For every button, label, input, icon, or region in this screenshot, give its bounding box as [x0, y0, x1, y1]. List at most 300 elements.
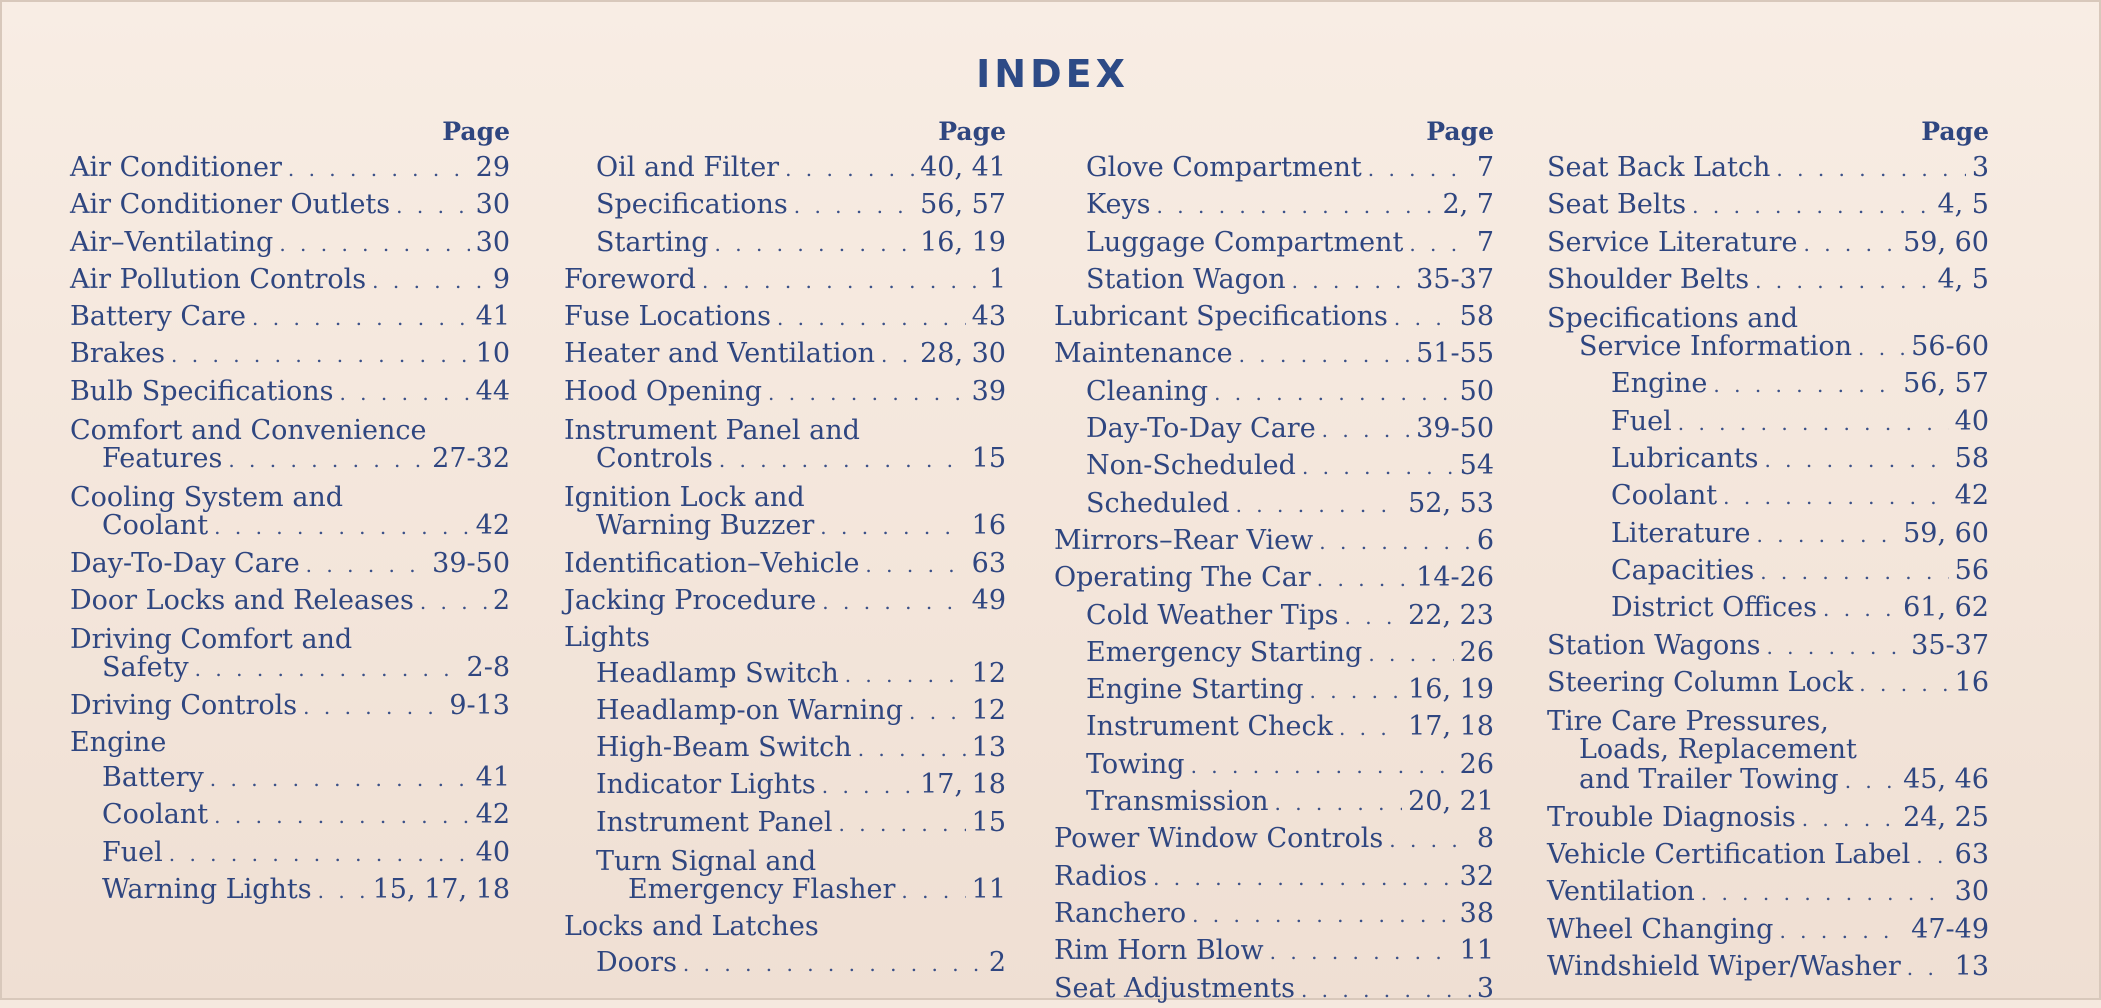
dot-leader [1292, 264, 1411, 299]
entry-label: Day-To-Day Care [70, 547, 300, 579]
dot-leader [339, 376, 469, 411]
entry-page-number: 9 [492, 263, 510, 295]
entry-page-number: 40, 41 [920, 152, 1006, 183]
entry-label: Keys [1086, 189, 1151, 221]
dot-leader [279, 227, 469, 262]
dot-leader [195, 652, 461, 687]
entry-page-number: 9-13 [449, 689, 510, 721]
entry-page-number: 44 [475, 375, 510, 407]
entry-page-number: 28, 30 [920, 338, 1006, 370]
entry-label: Mirrors–Rear View [1054, 524, 1314, 556]
entry-page-number: 30 [1954, 876, 1989, 908]
entry-label: Battery Care [70, 301, 247, 333]
index-entry [1547, 553, 1989, 590]
entry-label: Engine [70, 726, 167, 758]
index-entry [1547, 837, 1989, 874]
index-entry [70, 797, 510, 834]
index-entry-continuation [564, 441, 1006, 478]
dot-leader [1317, 562, 1410, 597]
entry-label: Towing [1086, 748, 1185, 780]
entry-page-number: 15 [971, 443, 1006, 475]
entry-label: Power Window Controls [1054, 823, 1384, 855]
entry-page-number: 49 [971, 584, 1006, 616]
dot-leader [1275, 786, 1403, 821]
entry-label: Identification–Vehicle [564, 547, 860, 579]
entry-label: Transmission [1086, 786, 1269, 818]
entry-label: Day-To-Day Care [1086, 413, 1316, 445]
entry-page-number: 42 [475, 510, 510, 542]
dot-leader [1916, 839, 1948, 874]
entry-page-number: 58 [1954, 443, 1989, 475]
dot-leader [214, 510, 469, 545]
entry-label: Ranchero [1054, 897, 1187, 929]
dot-leader [1345, 600, 1403, 635]
entry-label: Operating The Car [1054, 562, 1311, 594]
entry-label: Door Locks and Releases [70, 584, 414, 616]
dot-leader [1191, 749, 1454, 784]
index-entry [1547, 665, 1989, 702]
index-entry [564, 336, 1006, 373]
index-entry [1054, 784, 1494, 821]
dot-leader [1764, 443, 1948, 478]
entry-label: Lubricant Specifications [1054, 301, 1388, 333]
index-entry [564, 187, 1006, 224]
dot-leader [822, 769, 914, 804]
entry-page-number: 1 [988, 263, 1006, 295]
dot-leader [1270, 935, 1454, 970]
dot-leader [1713, 368, 1897, 403]
entry-label: Doors [596, 946, 677, 978]
index-entry [564, 909, 1006, 944]
entry-page-number: 41 [475, 301, 510, 333]
entry-page-number: 39-50 [432, 547, 510, 579]
entry-label: Service Information [1579, 331, 1852, 363]
dot-leader [396, 189, 470, 224]
entry-page-number: 56, 57 [1903, 368, 1989, 400]
index-entry [1054, 411, 1494, 448]
index-entry [564, 805, 1006, 842]
entry-label: Engine Starting [1086, 674, 1304, 706]
entry-label: Capacities [1611, 554, 1755, 586]
entry-label: Air Conditioner Outlets [70, 189, 391, 221]
dot-leader [1757, 518, 1898, 553]
index-entry [1054, 635, 1494, 672]
index-entry [70, 374, 510, 411]
index-entry-continuation [1547, 329, 1989, 366]
index-entry [1054, 672, 1494, 709]
dot-leader [1301, 973, 1471, 1008]
entry-page-number: 13 [1954, 950, 1989, 982]
dot-leader [210, 762, 470, 797]
entry-heading: Driving Comfort and [70, 624, 353, 656]
dot-leader [1692, 189, 1931, 224]
index-entry [564, 150, 1006, 187]
index-entry [70, 835, 510, 872]
index-entry [564, 767, 1006, 804]
dot-leader [1766, 630, 1905, 665]
entry-page-number: 41 [475, 762, 510, 794]
entry-page-number: 26 [1459, 748, 1494, 780]
entry-page-number: 14-26 [1416, 562, 1494, 594]
entry-page-number: 47-49 [1911, 913, 1989, 945]
index-entry [1547, 366, 1989, 403]
index-entry [70, 336, 510, 373]
entry-label: Fuel [1611, 405, 1672, 437]
dot-leader [839, 807, 966, 842]
entry-page-number: 8 [1476, 823, 1494, 855]
entry-label: Warning Buzzer [596, 510, 815, 542]
dot-leader [1394, 301, 1454, 336]
entry-page-number: 17, 18 [920, 769, 1006, 801]
index-entry-continuation [1547, 762, 1989, 799]
dot-leader [820, 510, 965, 545]
entry-label: Seat Belts [1547, 189, 1687, 221]
index-entry [1547, 874, 1989, 911]
index-entry [564, 730, 1006, 767]
index-entry [1054, 336, 1494, 373]
entry-label: Driving Controls [70, 689, 298, 721]
entry-page-number: 10 [475, 338, 510, 370]
index-entry [564, 693, 1006, 730]
index-entry [70, 725, 510, 760]
entry-label: Station Wagons [1547, 629, 1761, 661]
dot-leader [1368, 637, 1453, 672]
dot-leader [881, 338, 914, 373]
entry-label: Indicator Lights [596, 769, 816, 801]
entry-page-number: 51-55 [1416, 338, 1494, 370]
dot-leader [845, 658, 966, 693]
entry-label: Cold Weather Tips [1086, 599, 1339, 631]
entry-heading: Specifications and [1547, 303, 1799, 335]
entry-page-number: 16, 19 [920, 226, 1006, 258]
entry-label: Locks and Latches [564, 911, 819, 943]
dot-leader [169, 837, 470, 872]
entry-page-number: 4, 5 [1937, 263, 1989, 295]
entry-page-number: 43 [971, 301, 1006, 333]
dot-leader [794, 189, 914, 224]
index-entry [1054, 374, 1494, 411]
index-entry [70, 546, 510, 583]
entry-page-number: 30 [475, 226, 510, 258]
index-entry-continuation [70, 441, 510, 478]
entry-page-number: 16 [971, 510, 1006, 542]
entry-page-number: 29 [475, 152, 510, 183]
entry-label: Hood Opening [564, 375, 763, 407]
index-entry [1547, 800, 1989, 837]
entry-label: Fuel [102, 836, 163, 868]
entry-label: Brakes [70, 338, 166, 370]
entry-page-number: 20, 21 [1408, 786, 1494, 818]
dot-leader [858, 732, 966, 767]
dot-leader [1678, 406, 1949, 441]
entry-label: Station Wagon [1086, 263, 1286, 295]
entry-page-number: 2 [988, 946, 1006, 978]
entry-page-number: 42 [475, 799, 510, 831]
entry-page-number: 40 [475, 836, 510, 868]
entry-label: Safety [102, 652, 189, 684]
entry-label: Service Literature [1547, 226, 1798, 258]
dot-leader [865, 548, 965, 583]
entry-heading: Instrument Panel and [564, 415, 860, 447]
index-entry [1547, 478, 1989, 515]
entry-page-number: 27-32 [432, 443, 510, 475]
index-entry [1547, 404, 1989, 441]
entry-label: Features [102, 443, 223, 475]
index-entry [1054, 896, 1494, 933]
entry-label: Lubricants [1611, 443, 1759, 475]
entry-label: Air Conditioner [70, 152, 282, 183]
index-entry [564, 656, 1006, 693]
entry-page-number: 63 [971, 547, 1006, 579]
index-entry-continuation [564, 508, 1006, 545]
entry-label: Headlamp-on Warning [596, 694, 903, 726]
entry-page-number: 3 [1971, 152, 1989, 183]
entry-page-number: 52, 53 [1408, 487, 1494, 519]
dot-leader [1192, 898, 1454, 933]
entry-label: Windshield Wiper/Washer [1547, 950, 1901, 982]
dot-leader [1760, 555, 1948, 590]
entry-page-number: 30 [475, 189, 510, 221]
dot-leader [777, 301, 966, 336]
dot-leader [288, 152, 470, 187]
dot-leader [715, 227, 915, 262]
dot-leader [252, 301, 470, 336]
entry-page-number: 22, 23 [1408, 599, 1494, 631]
entry-label: Luggage Compartment [1086, 226, 1404, 258]
index-entry [70, 225, 510, 262]
index-entry-continuation [564, 872, 1006, 909]
entry-page-number: 2, 7 [1442, 189, 1494, 221]
entry-label: Engine [1611, 368, 1708, 400]
index-entry [70, 760, 510, 797]
index-entry [564, 620, 1006, 655]
dot-leader [306, 548, 426, 583]
index-entry [1054, 486, 1494, 523]
index-entry [70, 688, 510, 725]
entry-label: Air Pollution Controls [70, 263, 367, 295]
entry-label: Glove Compartment [1086, 152, 1362, 183]
entry-label: Literature [1611, 517, 1751, 549]
page-column-header: Page [938, 117, 1006, 146]
entry-label: and Trailer Towing [1579, 764, 1839, 796]
index-entry [1547, 949, 1989, 986]
entry-label: Bulb Specifications [70, 375, 334, 407]
index-entry [1054, 560, 1494, 597]
entry-label: District Offices [1611, 592, 1817, 624]
index-entry [1054, 262, 1494, 299]
index-entry [70, 299, 510, 336]
entry-page-number: 2-8 [466, 652, 510, 684]
entry-heading: Cooling System and [70, 482, 344, 514]
index-entry [70, 872, 510, 909]
entry-label: Coolant [1611, 480, 1718, 512]
dot-leader [822, 585, 965, 620]
entry-label: Warning Lights [102, 874, 312, 906]
entry-label: Specifications [596, 189, 788, 221]
entry-page-number: 2 [492, 584, 510, 616]
entry-page-number: 38 [1459, 897, 1494, 929]
entry-label: Ventilation [1547, 876, 1695, 908]
dot-leader [1823, 592, 1897, 627]
index-entry [1054, 598, 1494, 635]
index-entry [1547, 150, 1989, 187]
dot-leader [719, 443, 966, 478]
dot-leader [1153, 861, 1454, 896]
dot-leader [1239, 338, 1411, 373]
entry-label: Controls [596, 443, 713, 475]
page-column-header: Page [1426, 117, 1494, 146]
index-entry [564, 225, 1006, 262]
entry-label: Radios [1054, 860, 1148, 892]
entry-heading: Comfort and Convenience [70, 415, 427, 447]
index-column-2 [564, 114, 1006, 982]
dot-leader [1859, 667, 1948, 702]
entry-page-number: 3 [1476, 972, 1494, 1004]
dot-leader [785, 152, 914, 187]
entry-page-number: 7 [1476, 226, 1494, 258]
index-entry [1054, 523, 1494, 560]
entry-heading: Turn Signal and [596, 846, 817, 878]
entry-label: Air–Ventilating [70, 226, 274, 258]
dot-leader [1302, 450, 1454, 485]
page-column-header: Page [1921, 117, 1989, 146]
dot-leader [1701, 876, 1949, 911]
entry-label: Emergency Starting [1086, 636, 1363, 668]
index-entry [1054, 933, 1494, 970]
index-column-1 [70, 114, 510, 909]
index-title: INDEX [976, 52, 1129, 96]
entry-label: Instrument Panel [596, 806, 833, 838]
dot-leader [1319, 525, 1471, 560]
dot-leader [1339, 711, 1402, 746]
index-entry [70, 262, 510, 299]
entry-page-number: 45, 46 [1903, 764, 1989, 796]
index-entry [564, 546, 1006, 583]
entry-page-number: 16 [1954, 666, 1989, 698]
entry-page-number: 56-60 [1911, 331, 1989, 363]
index-entry [1054, 225, 1494, 262]
entry-page-number: 11 [971, 874, 1006, 906]
entry-heading: Ignition Lock and [564, 482, 805, 514]
entry-label: Maintenance [1054, 338, 1233, 370]
index-entry [1547, 912, 1989, 949]
index-entry [1054, 187, 1494, 224]
dot-leader [171, 338, 470, 373]
entry-page-number: 56, 57 [920, 189, 1006, 221]
dot-leader [228, 443, 426, 478]
entry-label: Lights [564, 622, 650, 654]
entry-label: Vehicle Certification Label [1547, 839, 1911, 871]
entry-page-number: 6 [1476, 524, 1494, 556]
index-column-3 [1054, 114, 1494, 1008]
dot-leader [1907, 951, 1949, 986]
entry-page-number: 12 [971, 694, 1006, 726]
entry-page-number: 7 [1476, 152, 1494, 183]
entry-page-number: 59, 60 [1903, 517, 1989, 549]
page-column-header: Page [442, 117, 510, 146]
dot-leader [214, 799, 469, 834]
entry-label: Oil and Filter [596, 152, 780, 183]
index-entry [1547, 628, 1989, 665]
entry-page-number: 26 [1459, 636, 1494, 668]
index-entry [564, 374, 1006, 411]
index-entry [564, 262, 1006, 299]
dot-leader [1755, 264, 1931, 299]
index-entry [1054, 448, 1494, 485]
entry-label: Coolant [102, 510, 209, 542]
entry-heading: Tire Care Pressures, [1547, 706, 1829, 738]
entry-label: Seat Adjustments [1054, 972, 1295, 1004]
dot-leader [372, 264, 487, 299]
entry-page-number: 15 [971, 806, 1006, 838]
dot-leader [901, 874, 965, 909]
index-entry [1547, 262, 1989, 299]
dot-leader [909, 695, 966, 730]
entry-page-number: 35-37 [1911, 629, 1989, 661]
index-entry [70, 150, 510, 187]
index-entry-continuation [70, 508, 510, 545]
index-entry [1054, 747, 1494, 784]
dot-leader [1858, 331, 1905, 366]
dot-leader [420, 585, 487, 620]
entry-label: Coolant [102, 799, 209, 831]
dot-leader [1214, 376, 1454, 411]
entry-page-number: 63 [1954, 839, 1989, 871]
entry-page-number: 39-50 [1416, 413, 1494, 445]
entry-label: Jacking Procedure [564, 584, 817, 616]
entry-label: Foreword [564, 263, 696, 295]
entry-label: Battery [102, 762, 204, 794]
index-entry [1054, 859, 1494, 896]
dot-leader [768, 376, 966, 411]
index-entry [1547, 516, 1989, 553]
entry-label: Emergency Flasher [628, 874, 896, 906]
entry-page-number: 35-37 [1416, 263, 1494, 295]
dot-leader [1779, 914, 1905, 949]
dot-leader [1845, 764, 1897, 799]
index-column-4 [1547, 114, 1989, 986]
index-entry [1054, 709, 1494, 746]
entry-page-number: 24, 25 [1903, 801, 1989, 833]
entry-page-number: 42 [1954, 480, 1989, 512]
dot-leader [318, 874, 367, 909]
dot-leader [1802, 802, 1897, 837]
dot-leader [1409, 227, 1471, 262]
index-entry [1054, 299, 1494, 336]
entry-label: Fuse Locations [564, 301, 771, 333]
dot-leader [702, 264, 983, 299]
entry-label: Starting [596, 226, 709, 258]
entry-label: Instrument Check [1086, 711, 1333, 743]
entry-label: Cleaning [1086, 375, 1209, 407]
entry-page-number: 12 [971, 657, 1006, 689]
entry-page-number: 50 [1459, 375, 1494, 407]
dot-leader [1389, 823, 1471, 858]
index-entry [1547, 441, 1989, 478]
dot-leader [1368, 152, 1471, 187]
index-entry [70, 187, 510, 224]
entry-label: Rim Horn Blow [1054, 935, 1264, 967]
index-entry [1547, 225, 1989, 262]
entry-label: Shoulder Belts [1547, 263, 1750, 295]
dot-leader [1803, 227, 1897, 262]
entry-page-number: 58 [1459, 301, 1494, 333]
entry-label: High-Beam Switch [596, 732, 852, 764]
index-entry [1547, 187, 1989, 224]
entry-label: Heater and Ventilation [564, 338, 876, 370]
entry-page-number: 13 [971, 732, 1006, 764]
entry-label: Loads, Replacement [1579, 734, 1857, 766]
